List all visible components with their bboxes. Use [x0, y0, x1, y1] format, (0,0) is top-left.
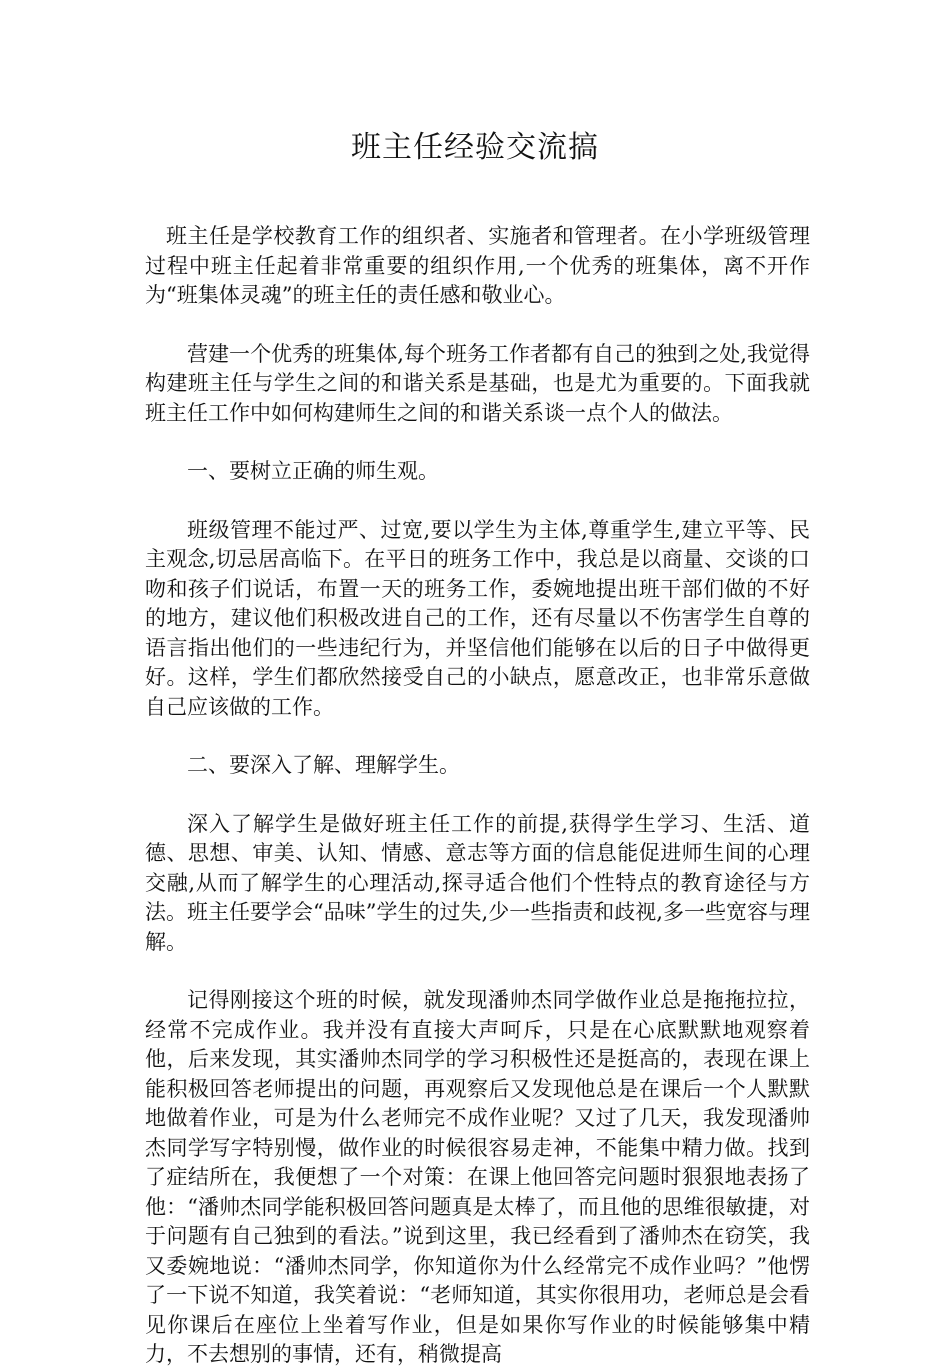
section-heading-1: 一、要树立正确的师生观。 [187, 459, 439, 483]
paragraph-story: 记得刚接这个班的时候，就发现潘帅杰同学做作业总是拖拖拉拉，经常不完成作业。我并没有直接大声呵斥，只是在心底默默地观察着他，后来发现，其实潘帅杰同学的学习积极性还是挺高的，表现在课上能积极回答老师提出的问题，再观察后又发现他总是在课后一个人默默地做着作业，可是为什么老师完不成作业呢？又过了几天，我发现潘帅杰同学写字特别慢，做作业的时候很容易走神，不能集中精力做。找到了症结所在，我便想了一个对策：在课上他回答完问题时狠狠地表扬了他：“潘帅杰同学能积极回答问题真是太棒了，而且他的思维很敏捷，对于问题有自己独到的看法。”说到这里，我已经看到了潘帅杰在窃笑，我又委婉地说：“潘帅杰同学，你知道你为什么经常完不成作业吗？”他愣了一下说不知道，我笑着说：“老师知道，其实你很用功，老师总是会看见你课后在座位上坐着写作业，但是如果你写作业的时候能够集中精力，不去想别的事情，还有，稍微提高 [145, 988, 810, 1366]
paragraph-class-management: 班级管理不能过严、过宽,要以学生为主体,尊重学生,建立平等、民主观念,切忌居高临下。在平日的班务工作中，我总是以商量、交谈的口吻和孩子们说话，布置一天的班务工作，委婉地提出班干部们做的不好的地方，建议他们积极改进自己的工作，还有尽量以不伤害学生自尊的语言指出他们的一些违纪行为，并坚信他们能够在以后的日子中做得更好。这样，学生们都欣然接受自己的小缺点，愿意改正，也非常乐意做自己应该做的工作。 [145, 517, 810, 719]
section-heading-2: 二、要深入了解、理解学生。 [187, 753, 460, 777]
document-body [145, 222, 810, 1370]
paragraph-harmonious-relationship: 营建一个优秀的班集体,每个班务工作者都有自己的独到之处,我觉得构建班主任与学生之间的和谐关系是基础，也是尤为重要的。下面我就班主任工作中如何构建师生之间的和谐关系谈一点个人的做法。 [145, 341, 810, 425]
paragraph-understand-students: 深入了解学生是做好班主任工作的前提,获得学生学习、生活、道德、思想、审美、认知、情感、意志等方面的信息能促进师生间的心理交融,从而了解学生的心理活动,探寻适合他们个性特点的教育途径与方法。班主任要学会“品味”学生的过失,少一些指责和歧视,多一些宽容与理解。 [145, 811, 810, 954]
paragraph-intro: 班主任是学校教育工作的组织者、实施者和管理者。在小学班级管理过程中班主任起着非常重要的组织作用,一个优秀的班集体，离不开作为“班集体灵魂”的班主任的责任感和敬业心。 [145, 224, 810, 307]
document-title: 班主任经验交流搞 [351, 130, 599, 165]
